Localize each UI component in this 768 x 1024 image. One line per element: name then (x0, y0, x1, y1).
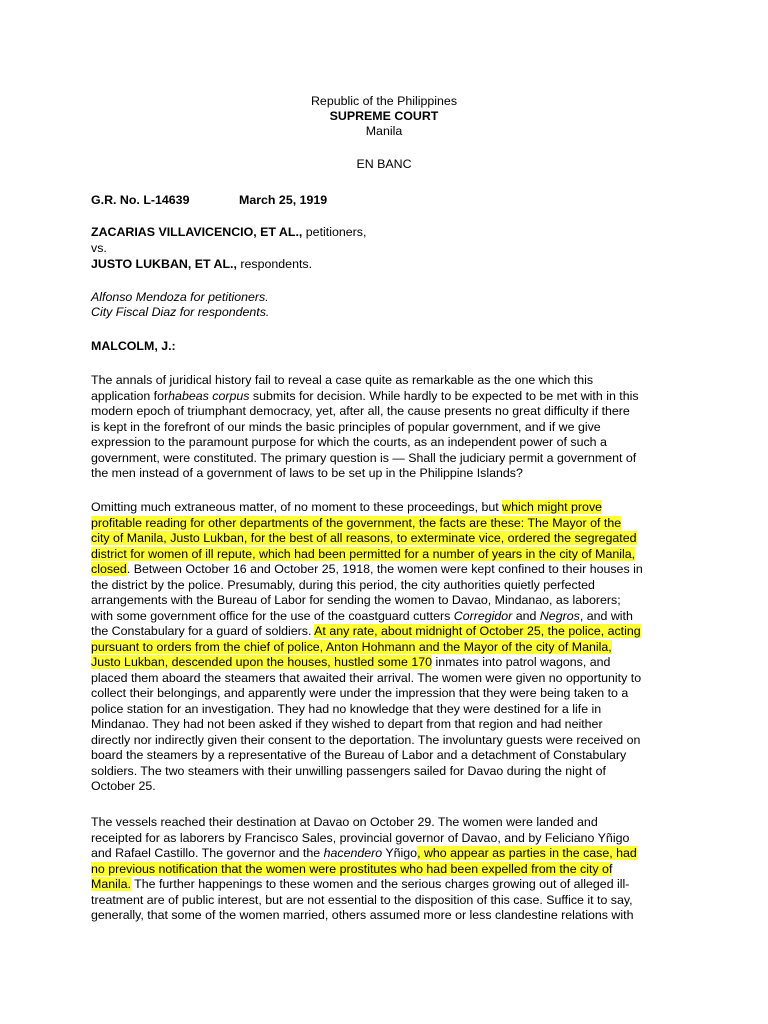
respondent-role: respondents. (236, 257, 313, 271)
text-line (91, 578, 681, 594)
opinion-author: MALCOLM, J.: (91, 339, 176, 353)
text-line (91, 908, 681, 924)
text-line (91, 640, 681, 656)
highlighted-text: , who appear as parties in the case, had (417, 846, 637, 860)
paragraph-2 (91, 500, 681, 795)
header-republic: Republic of the Philippines (310, 94, 458, 108)
header-court: SUPREME COURT (329, 109, 439, 123)
text-line (91, 702, 681, 718)
text-line (91, 547, 681, 563)
text-line (91, 516, 681, 532)
text-segment: application for (91, 388, 169, 403)
text-line (91, 764, 681, 780)
text-segment: hacendero (323, 846, 383, 860)
text-line (91, 389, 681, 405)
text-segment: and (512, 608, 540, 623)
text-segment: . Between October 16 and October 25, 1918, the women were kept confined to their houses in (126, 562, 643, 576)
text-segment: and Rafael Castillo. The governor and the (91, 846, 324, 860)
text-line (91, 815, 681, 831)
text-segment: receipted for as laborers by Francisco Sales, provincial governor of Davao, and by Feliciano Yñigo (91, 830, 630, 845)
text-segment: Omitting much extraneous matter, of no moment to these proceedings, but (91, 500, 503, 514)
text-segment: , and with (579, 608, 633, 623)
counsel-petitioners: Alfonso Mendoza for petitioners. (91, 290, 269, 304)
text-segment: habeas corpus (168, 388, 250, 403)
paragraph-3 (91, 815, 681, 924)
text-segment: submits for decision. While hardly to be expected to be met with in this (249, 388, 639, 403)
highlighted-text: closed (91, 562, 127, 576)
case-date: March 25, 1919 (239, 193, 328, 207)
text-line (91, 655, 681, 671)
case-number: G.R. No. L-14639 (91, 193, 190, 207)
text-line (91, 451, 681, 467)
text-line (91, 686, 681, 702)
highlighted-text: Justo Lukban, descended upon the houses, hustled some 170 (91, 655, 432, 669)
highlighted-text: no previous notification that the women were prostitutes who had been expelled from the city of (91, 861, 613, 876)
text-segment: soldiers. The two steamers with their unwilling passengers sailed for Davao during the night of (91, 763, 606, 778)
highlighted-text: profitable reading for other departments of the government, the facts are these: The Mayor of the (91, 515, 622, 530)
petitioner-name: ZACARIAS VILLAVICENCIO, ET AL., (91, 225, 303, 239)
text-line (91, 717, 681, 733)
text-segment: modern epoch of triumphant democracy, yet, after all, the cause presents no great difficulty if there (91, 404, 630, 418)
text-segment: the men instead of a government of laws to be set up in the Philippine Islands? (91, 466, 523, 480)
text-line (91, 748, 681, 764)
text-segment: inmates into patrol wagons, and (432, 655, 611, 669)
text-line (91, 420, 681, 436)
highlighted-text: which might prove (502, 500, 603, 514)
petitioner-line (91, 225, 366, 239)
text-segment: is kept in the forefront of our minds the basic principles of popular government, and if we give (91, 419, 601, 434)
text-segment: arrangements with the Bureau of Labor for sending the women to Davao, Mindanao, as laborers; (91, 593, 621, 607)
text-line (91, 500, 681, 516)
text-segment: expression to the paramount purpose for which the courts, as an independent power of such a (91, 435, 607, 449)
text-line (91, 466, 681, 482)
counsel-respondents: City Fiscal Diaz for respondents. (91, 305, 270, 319)
text-segment: the Constabulary for a guard of soldiers. (91, 624, 315, 638)
text-line (91, 877, 681, 893)
text-line (91, 373, 681, 389)
highlighted-text: At any rate, about midnight of October 25, the police, acting (314, 624, 641, 638)
text-segment: Corregidor (453, 608, 513, 623)
text-segment: the district by the police. Presumably, during this period, the city authorities quietly perfected (91, 577, 595, 592)
text-segment: treatment are of public interest, but are not essential to the disposition of this case. Suffice it to say, (91, 892, 633, 907)
text-line (91, 893, 681, 909)
highlighted-text: pursuant to orders from the chief of police, Anton Hohmann and the Mayor of the city of Manila, (91, 639, 612, 654)
text-segment: The annals of juridical history fail to reveal a case quite as remarkable as the one which this (91, 373, 594, 387)
text-line (91, 593, 681, 609)
text-segment: collect their belongings, and apparently were under the impression that they were being taken to a (91, 686, 629, 700)
text-line (91, 609, 681, 625)
text-line (91, 404, 681, 420)
versus: vs. (91, 241, 107, 255)
text-segment: The further happenings to these women and the serious charges growing out of alleged ill- (130, 877, 630, 891)
respondent-line (91, 257, 312, 271)
text-segment: directly nor indirectly given their consent to the deportation. The involuntary guests were received on (91, 732, 641, 747)
text-line (91, 435, 681, 451)
text-segment: The vessels reached their destination at Davao on October 29. The women were landed and (91, 815, 598, 829)
text-segment: Mindanao. They had not been asked if they wished to depart from that region and had neither (91, 717, 603, 731)
highlighted-text: city of Manila, Justo Lukban, for the best of all reasons, to exterminate vice, ordered the segregated (91, 531, 637, 545)
respondent-name: JUSTO LUKBAN, ET AL., (91, 257, 237, 271)
highlighted-text: Manila. (91, 877, 131, 891)
text-line (91, 846, 681, 862)
text-segment: October 25. (91, 779, 156, 793)
text-segment: police station for an investigation. They had no knowledge that they were destined for a life in (91, 701, 602, 716)
text-segment: with some government office for the use of the coastguard cutters (91, 608, 454, 623)
text-segment: government, were constituted. The primary question is — Shall the judiciary permit a government of (91, 450, 637, 465)
highlighted-text: district for women of ill repute, which had been permitted for a number of years in the city of Manila, (91, 546, 636, 561)
text-segment: generally, that some of the women married, others assumed more or less clandestine relations with (91, 908, 634, 922)
header-division: EN BANC (356, 157, 412, 171)
header-city: Manila (365, 124, 403, 138)
text-line (91, 562, 681, 578)
text-line (91, 862, 681, 878)
petitioner-role: petitioners, (302, 225, 367, 239)
text-line (91, 733, 681, 749)
text-segment: Yñigo (382, 846, 418, 860)
text-line (91, 531, 681, 547)
text-segment: Negros (539, 608, 580, 623)
text-segment: board the steamers by a representative of the Bureau of Labor and a detachment of Constabulary (91, 748, 627, 762)
text-line (91, 671, 681, 687)
text-line (91, 831, 681, 847)
text-line (91, 779, 681, 795)
text-line (91, 624, 681, 640)
paragraph-1 (91, 373, 681, 482)
text-segment: placed them aboard the steamers that awaited their arrival. The women were given no opportunity to (91, 670, 642, 685)
